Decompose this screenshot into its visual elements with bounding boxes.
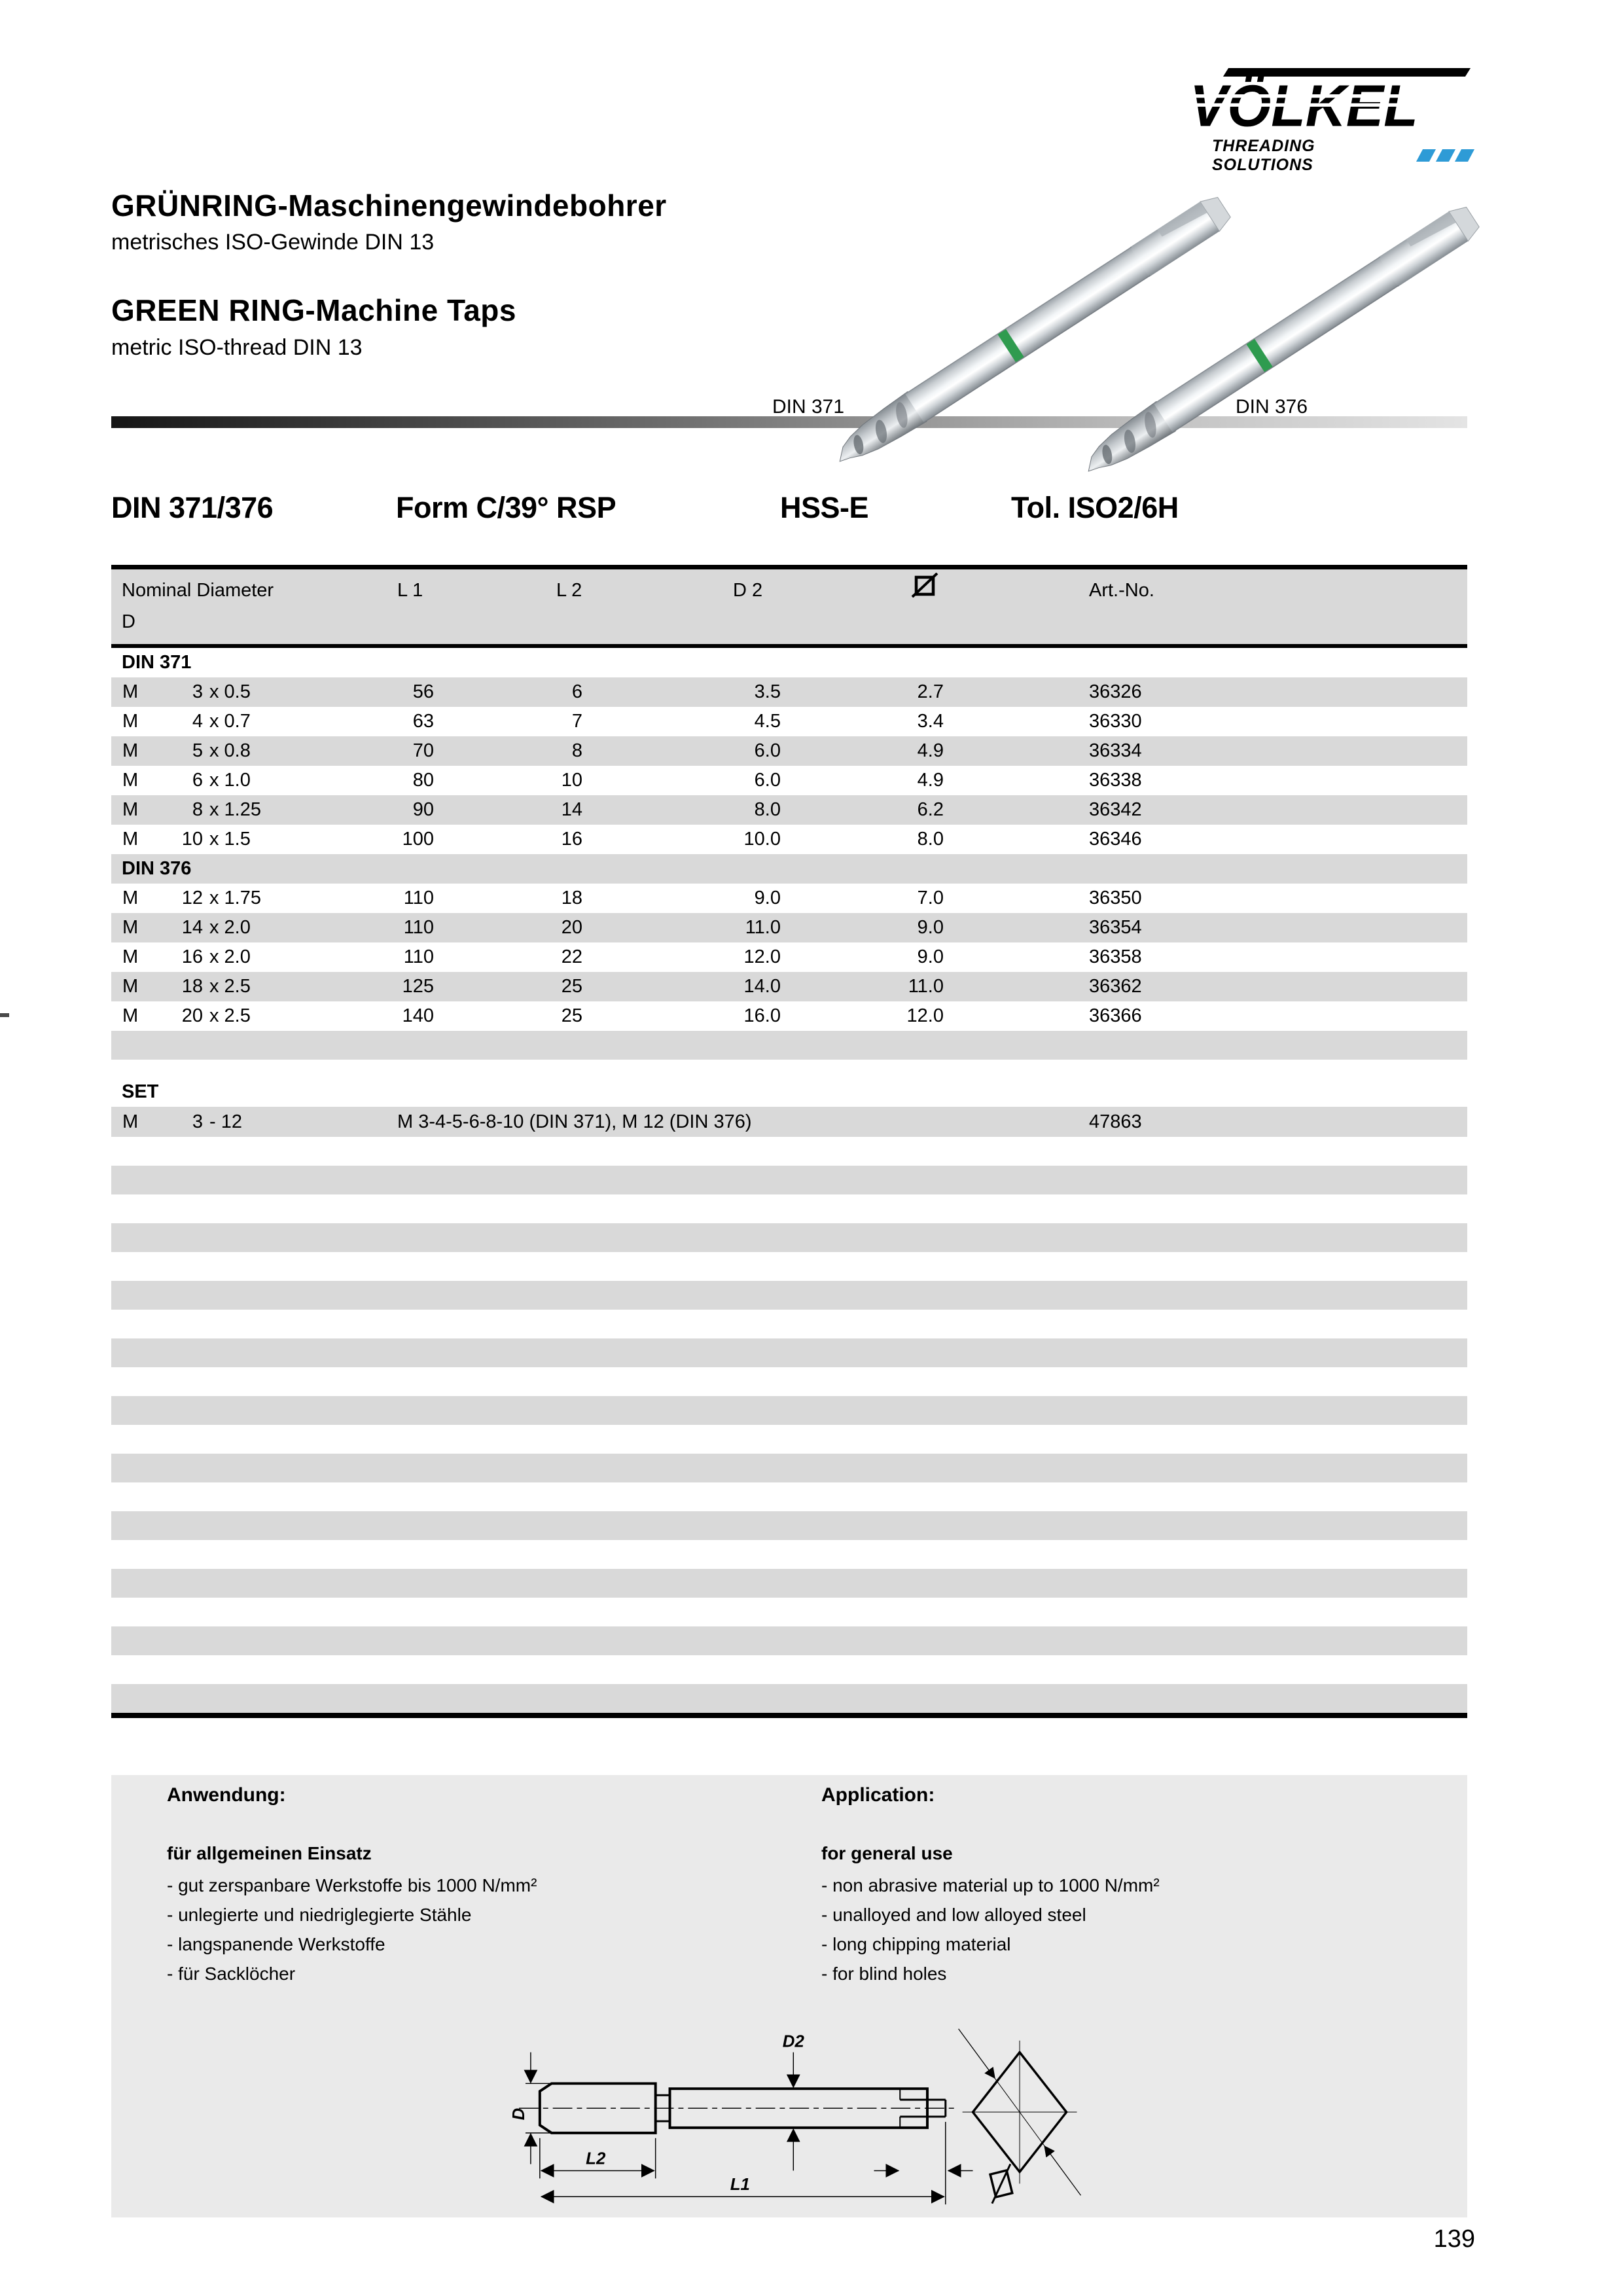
cell-pitch: x 1.25 bbox=[209, 799, 261, 820]
cell-thread-m: M bbox=[122, 740, 139, 761]
application-bullet: - unlegierte und niedriglegierte Stähle bbox=[167, 1905, 472, 1925]
application-bullet: - für Sacklöcher bbox=[167, 1964, 296, 1984]
empty-row bbox=[111, 1425, 1467, 1454]
cell-diameter: 3 bbox=[192, 681, 203, 702]
square-diagonal-icon bbox=[911, 573, 938, 598]
cell-d2: 6.0 bbox=[754, 770, 781, 791]
cell-art-no: 36330 bbox=[1089, 711, 1142, 732]
cell-d2: 4.5 bbox=[754, 711, 781, 732]
cell-pitch: x 1.5 bbox=[209, 829, 251, 850]
cell-range: - 12 bbox=[209, 1111, 242, 1132]
cell-l2: 7 bbox=[571, 711, 582, 732]
cell-square: 8.0 bbox=[917, 829, 944, 850]
cell-diameter: 10 bbox=[181, 829, 203, 850]
cell-square: 9.0 bbox=[917, 946, 944, 967]
tap-caption-din376: DIN 376 bbox=[1236, 396, 1308, 418]
col-header-art-no: Art.-No. bbox=[1089, 580, 1154, 601]
cell-pitch: x 1.75 bbox=[209, 888, 261, 908]
cell-thread-m: M bbox=[122, 799, 139, 820]
application-use-en: for general use bbox=[821, 1843, 953, 1863]
table-bottom-rule bbox=[111, 1713, 1467, 1718]
application-column-en bbox=[821, 1784, 1423, 1988]
diagram-label-d2: D2 bbox=[782, 2032, 804, 2051]
subtitle-de: metrisches ISO-Gewinde DIN 13 bbox=[111, 230, 435, 255]
cell-art-no: 36346 bbox=[1089, 829, 1142, 850]
empty-row bbox=[111, 1223, 1467, 1252]
square-diagonal-icon bbox=[984, 2164, 1018, 2203]
table-row bbox=[111, 942, 1467, 972]
cell-art-no: 36338 bbox=[1089, 770, 1142, 791]
cell-d2: 11.0 bbox=[745, 917, 781, 938]
spec-din: DIN 371/376 bbox=[111, 491, 274, 524]
col-header-nominal-diameter: Nominal Diameter bbox=[122, 580, 274, 601]
application-bullet: - langspanende Werkstoffe bbox=[167, 1934, 385, 1954]
section-label: DIN 371 bbox=[122, 652, 192, 673]
application-bullet: - non abrasive material up to 1000 N/mm² bbox=[821, 1875, 1160, 1895]
tagline-text: THREADING SOLUTIONS bbox=[1212, 136, 1315, 174]
cell-square: 7.0 bbox=[917, 888, 944, 908]
table-row bbox=[111, 1001, 1467, 1031]
cell-art-no: 36362 bbox=[1089, 976, 1142, 997]
cell-l1: 140 bbox=[402, 1005, 434, 1026]
subtitle-en: metric ISO-thread DIN 13 bbox=[111, 334, 363, 360]
cell-pitch: x 2.0 bbox=[209, 917, 251, 938]
cell-thread-m: M bbox=[122, 946, 139, 967]
section-label-row bbox=[111, 854, 1467, 884]
print-registration-mark bbox=[0, 1013, 9, 1017]
cell-l2: 8 bbox=[571, 740, 582, 761]
cell-l2: 16 bbox=[561, 829, 582, 850]
cell-d2: 10.0 bbox=[743, 829, 781, 850]
cell-square: 4.9 bbox=[917, 770, 944, 791]
table-row bbox=[111, 795, 1467, 825]
intro-titles bbox=[111, 190, 831, 361]
cell-l1: 110 bbox=[403, 888, 434, 908]
cell-square: 12.0 bbox=[906, 1005, 944, 1026]
cell-pitch: x 2.5 bbox=[209, 1005, 251, 1026]
cell-square: 3.4 bbox=[917, 711, 944, 732]
cell-pitch: x 2.5 bbox=[209, 976, 251, 997]
empty-row bbox=[111, 1569, 1467, 1598]
cell-art-no: 36350 bbox=[1089, 888, 1142, 908]
cell-l1: 125 bbox=[402, 976, 434, 997]
cell-pitch: x 1.0 bbox=[209, 770, 251, 791]
empty-row bbox=[111, 1281, 1467, 1310]
table-row bbox=[111, 884, 1467, 913]
diagram-label-l2: L2 bbox=[586, 2149, 606, 2168]
cell-l1: 70 bbox=[412, 740, 434, 761]
spec-material: HSS-E bbox=[780, 491, 869, 524]
cell-l2: 25 bbox=[561, 1005, 582, 1026]
col-header-l1: L 1 bbox=[397, 580, 423, 601]
application-bullets-en bbox=[821, 1871, 1423, 1988]
cell-l1: 90 bbox=[412, 799, 434, 820]
cell-l2: 20 bbox=[561, 917, 582, 938]
cell-square: 2.7 bbox=[917, 681, 944, 702]
cell-l2: 14 bbox=[561, 799, 582, 820]
section-label: SET bbox=[122, 1081, 159, 1102]
table-row bbox=[111, 707, 1467, 736]
cell-square: 9.0 bbox=[917, 917, 944, 938]
cell-diameter: 18 bbox=[181, 976, 203, 997]
application-heading-de: Anwendung: bbox=[167, 1784, 286, 1806]
cell-d2: 6.0 bbox=[754, 740, 781, 761]
table-row bbox=[111, 825, 1467, 854]
title-en: GREEN RING-Machine Taps bbox=[111, 293, 516, 328]
empty-row bbox=[111, 1626, 1467, 1655]
col-header-d2: D 2 bbox=[733, 580, 763, 601]
tap-caption-din371: DIN 371 bbox=[772, 396, 845, 418]
tap-dimension-diagram bbox=[497, 2015, 1152, 2216]
empty-row bbox=[111, 1655, 1467, 1684]
cell-pitch: x 0.8 bbox=[209, 740, 251, 761]
empty-row bbox=[111, 1367, 1467, 1396]
set-row bbox=[111, 1107, 1467, 1137]
empty-row bbox=[111, 1137, 1467, 1166]
cell-pitch: x 0.7 bbox=[209, 711, 251, 732]
cell-diameter: 14 bbox=[181, 917, 203, 938]
cell-thread-m: M bbox=[122, 917, 139, 938]
table-row bbox=[111, 677, 1467, 707]
cell-thread-m: M bbox=[122, 976, 139, 997]
cell-l2: 6 bbox=[571, 681, 582, 702]
cell-l1: 63 bbox=[412, 711, 434, 732]
empty-row bbox=[111, 1684, 1467, 1713]
cell-square: 6.2 bbox=[917, 799, 944, 820]
col-header-d: D bbox=[122, 611, 135, 632]
cell-square: 4.9 bbox=[917, 740, 944, 761]
logo-stripe bbox=[1186, 94, 1475, 98]
empty-row bbox=[111, 1396, 1467, 1425]
empty-row bbox=[111, 1310, 1467, 1338]
cell-thread-m: M bbox=[122, 770, 139, 791]
diagram-label-d: D bbox=[509, 2108, 528, 2121]
cell-thread-m: M bbox=[122, 1111, 139, 1132]
cell-art-no: 36358 bbox=[1089, 946, 1142, 967]
cell-l2: 25 bbox=[561, 976, 582, 997]
empty-row bbox=[111, 1511, 1467, 1540]
cell-d2: 14.0 bbox=[743, 976, 781, 997]
cell-l1: 110 bbox=[403, 917, 434, 938]
empty-row bbox=[111, 1338, 1467, 1367]
cell-pitch: x 0.5 bbox=[209, 681, 251, 702]
cell-thread-m: M bbox=[122, 829, 139, 850]
application-bullet: - long chipping material bbox=[821, 1934, 1011, 1954]
cell-l1: 80 bbox=[412, 770, 434, 791]
cell-thread-m: M bbox=[122, 1005, 139, 1026]
table-row bbox=[111, 913, 1467, 942]
cell-diameter: 8 bbox=[192, 799, 203, 820]
cell-diameter: 4 bbox=[192, 711, 203, 732]
application-bullet: - unalloyed and low alloyed steel bbox=[821, 1905, 1086, 1925]
cell-d2: 12.0 bbox=[743, 946, 781, 967]
cell-diameter: 6 bbox=[192, 770, 203, 791]
cell-l2: 22 bbox=[561, 946, 582, 967]
empty-row bbox=[111, 1031, 1467, 1060]
empty-row bbox=[111, 1598, 1467, 1626]
cell-d2: 3.5 bbox=[754, 681, 781, 702]
cell-l2: 10 bbox=[561, 770, 582, 791]
cell-l1: 100 bbox=[402, 829, 434, 850]
cell-pitch: x 2.0 bbox=[209, 946, 251, 967]
cell-square: 11.0 bbox=[908, 976, 944, 997]
cell-art-no: 36334 bbox=[1089, 740, 1142, 761]
table-row bbox=[111, 766, 1467, 795]
cell-art-no: 36366 bbox=[1089, 1005, 1142, 1026]
cell-art-no: 36326 bbox=[1089, 681, 1142, 702]
application-heading-en: Application: bbox=[821, 1784, 935, 1806]
empty-row bbox=[111, 1482, 1467, 1511]
set-label-row bbox=[111, 1060, 1467, 1107]
application-bullet: - for blind holes bbox=[821, 1964, 947, 1984]
table-header bbox=[111, 569, 1467, 644]
title-de: GRÜNRING-Maschinengewindebohrer bbox=[111, 188, 667, 223]
cell-set-contents: M 3-4-5-6-8-10 (DIN 371), M 12 (DIN 376) bbox=[397, 1111, 752, 1132]
application-column-de bbox=[167, 1784, 769, 1988]
table-row bbox=[111, 972, 1467, 1001]
table-top-rule bbox=[111, 565, 1467, 569]
empty-row bbox=[111, 1454, 1467, 1482]
brand-name bbox=[1190, 77, 1471, 137]
cell-l1: 56 bbox=[412, 681, 434, 702]
cell-art-no: 36342 bbox=[1089, 799, 1142, 820]
application-use-de: für allgemeinen Einsatz bbox=[167, 1843, 372, 1863]
cell-l2: 18 bbox=[561, 888, 582, 908]
cell-art-no: 36354 bbox=[1089, 917, 1142, 938]
cell-art-no: 47863 bbox=[1089, 1111, 1142, 1132]
spec-tolerance: Tol. ISO2/6H bbox=[1011, 491, 1179, 524]
cell-l1: 110 bbox=[403, 946, 434, 967]
cell-diameter: 20 bbox=[181, 1005, 203, 1026]
diagram-label-l1: L1 bbox=[730, 2176, 750, 2195]
cell-diameter: 16 bbox=[181, 946, 203, 967]
spec-form: Form C/39° RSP bbox=[396, 491, 616, 524]
empty-row bbox=[111, 1194, 1467, 1223]
application-bullet: - gut zerspanbare Werkstoffe bis 1000 N/mm² bbox=[167, 1875, 537, 1895]
tap-product-image bbox=[753, 154, 1538, 481]
page-number: 139 bbox=[1433, 2225, 1475, 2253]
cell-diameter: 5 bbox=[192, 740, 203, 761]
cell-diameter: 12 bbox=[181, 888, 203, 908]
cell-diameter: 3 bbox=[192, 1111, 203, 1132]
cell-thread-m: M bbox=[122, 711, 139, 732]
application-bullets-de bbox=[167, 1871, 769, 1988]
cell-d2: 9.0 bbox=[754, 888, 781, 908]
logo-stripe bbox=[1186, 103, 1475, 107]
empty-row bbox=[111, 1252, 1467, 1281]
cell-thread-m: M bbox=[122, 888, 139, 908]
dimension-table bbox=[111, 565, 1467, 1718]
table-row bbox=[111, 736, 1467, 766]
section-label-row bbox=[111, 648, 1467, 677]
cell-d2: 8.0 bbox=[754, 799, 781, 820]
cell-d2: 16.0 bbox=[743, 1005, 781, 1026]
section-label: DIN 376 bbox=[122, 858, 192, 879]
empty-row bbox=[111, 1166, 1467, 1194]
cell-thread-m: M bbox=[122, 681, 139, 702]
empty-row bbox=[111, 1540, 1467, 1569]
table-body bbox=[111, 648, 1467, 1713]
col-header-l2: L 2 bbox=[556, 580, 582, 601]
spec-line bbox=[111, 491, 1467, 525]
